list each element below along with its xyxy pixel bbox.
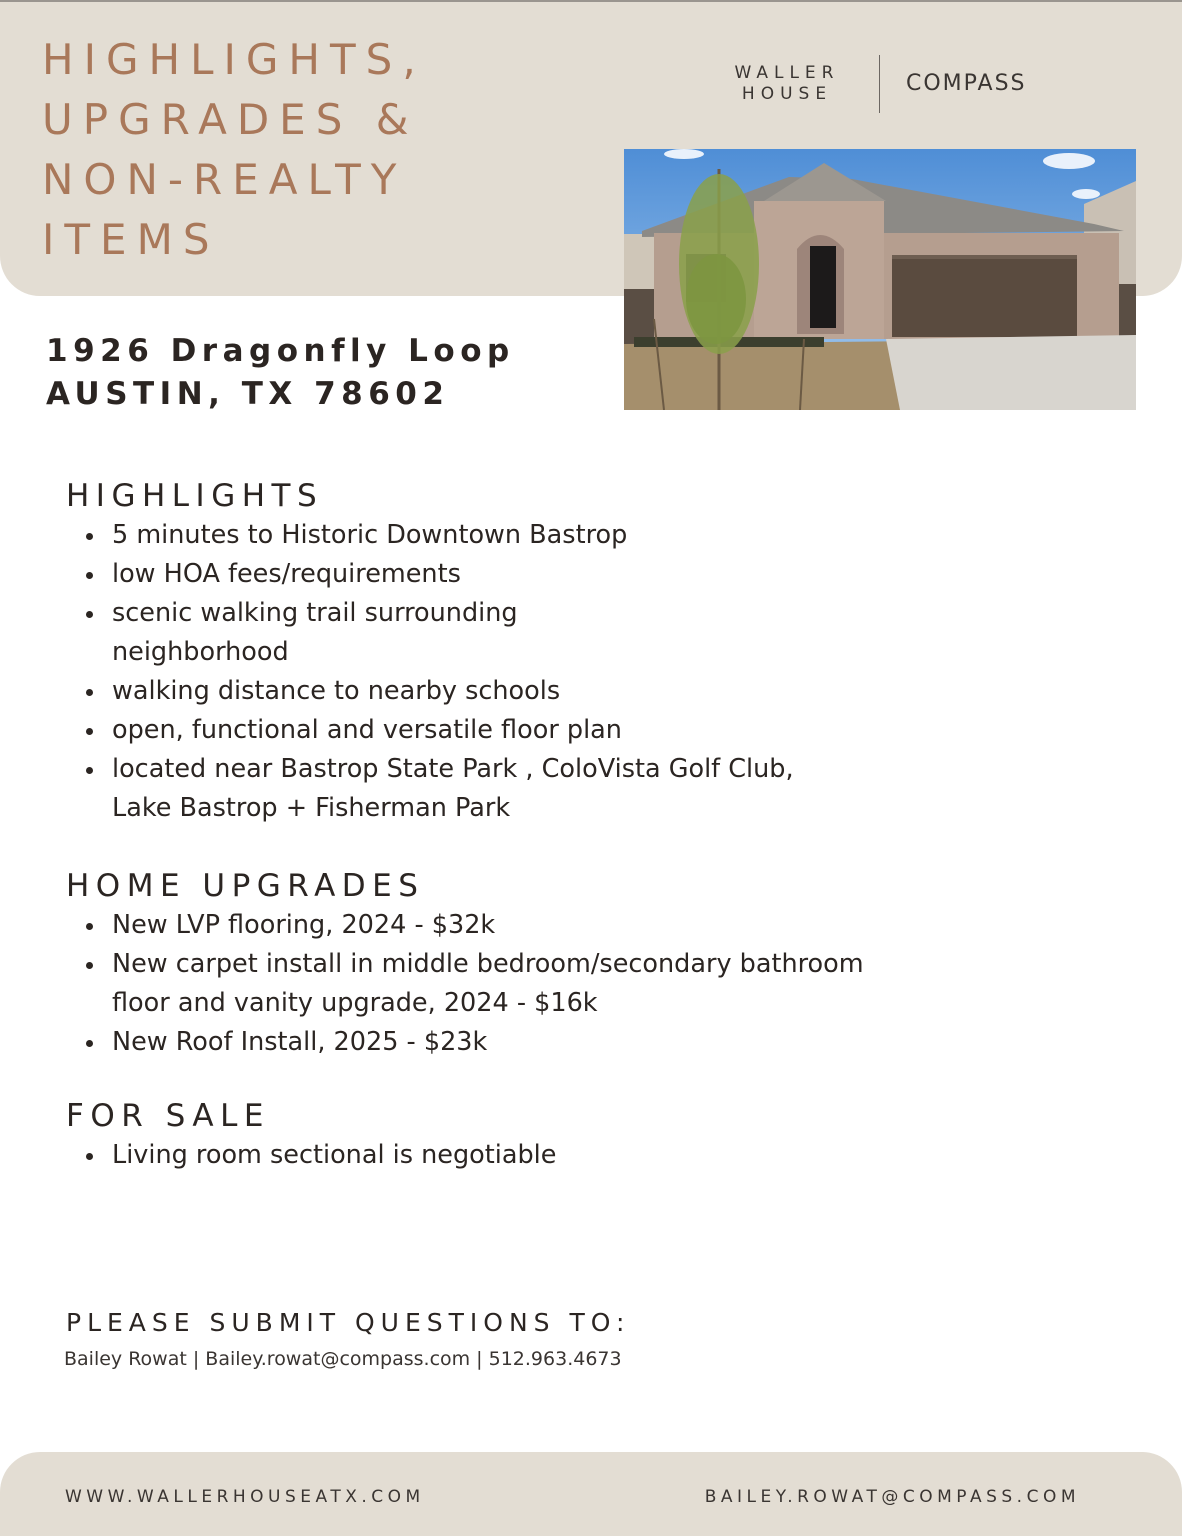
page-headline bbox=[42, 30, 426, 270]
property-address bbox=[46, 330, 515, 416]
house-photo bbox=[624, 149, 1136, 410]
address-street: 1926 Dragonfly Loop bbox=[46, 333, 515, 369]
highlights-list bbox=[66, 516, 926, 828]
footer-band bbox=[0, 1452, 1182, 1536]
headline-line-4: ITEMS bbox=[42, 215, 220, 264]
footer-email-link[interactable]: BAILEY.ROWAT@COMPASS.COM bbox=[704, 1487, 1080, 1507]
list-item: low HOA fees/requirements bbox=[66, 555, 926, 594]
footer-website-link[interactable]: WWW.WALLERHOUSEATX.COM bbox=[65, 1487, 425, 1507]
list-item: New Roof Install, 2025 - $23k bbox=[66, 1023, 926, 1062]
home-upgrades-section bbox=[66, 866, 926, 1062]
questions-contact: Bailey Rowat | Bailey.rowat@compass.com | 512.963.4673 bbox=[64, 1348, 622, 1370]
home-upgrades-title: HOME UPGRADES bbox=[66, 868, 425, 904]
headline-line-2: UPGRADES & bbox=[42, 95, 419, 144]
logo-divider bbox=[879, 55, 880, 113]
list-item: scenic walking trail surrounding neighborhood bbox=[66, 594, 632, 672]
highlights-section bbox=[66, 476, 926, 828]
list-item: Living room sectional is negotiable bbox=[66, 1136, 926, 1175]
house-photo-icon bbox=[624, 149, 1136, 410]
address-city-state-zip: AUSTIN, TX 78602 bbox=[46, 376, 450, 412]
brand-logo bbox=[716, 55, 1056, 113]
for-sale-title: FOR SALE bbox=[66, 1098, 270, 1134]
headline-line-3: NON-REALTY bbox=[42, 155, 407, 204]
list-item: open, functional and versatile floor plan bbox=[66, 711, 926, 750]
list-item: walking distance to nearby schools bbox=[66, 672, 926, 711]
highlights-title: HIGHLIGHTS bbox=[66, 478, 324, 514]
compass-logo: COMPASS bbox=[906, 71, 1027, 96]
headline-line-1: HIGHLIGHTS, bbox=[42, 35, 426, 84]
home-upgrades-list bbox=[66, 906, 926, 1062]
for-sale-list bbox=[66, 1136, 926, 1175]
list-item: 5 minutes to Historic Downtown Bastrop bbox=[66, 516, 926, 555]
logo-waller-line-2: HOUSE bbox=[741, 84, 833, 104]
list-item: New LVP flooring, 2024 - $32k bbox=[66, 906, 926, 945]
questions-title: PLEASE SUBMIT QUESTIONS TO: bbox=[66, 1308, 631, 1337]
top-border-line bbox=[0, 0, 1182, 2]
logo-waller-line-1: WALLER bbox=[734, 63, 840, 83]
list-item: located near Bastrop State Park , ColoVista Golf Club, Lake Bastrop + Fisherman Park bbox=[66, 750, 802, 828]
for-sale-section bbox=[66, 1096, 926, 1175]
waller-house-logo bbox=[716, 63, 858, 105]
list-item: New carpet install in middle bedroom/secondary bathroom floor and vanity upgrade, 2024 - $16k bbox=[66, 945, 892, 1023]
